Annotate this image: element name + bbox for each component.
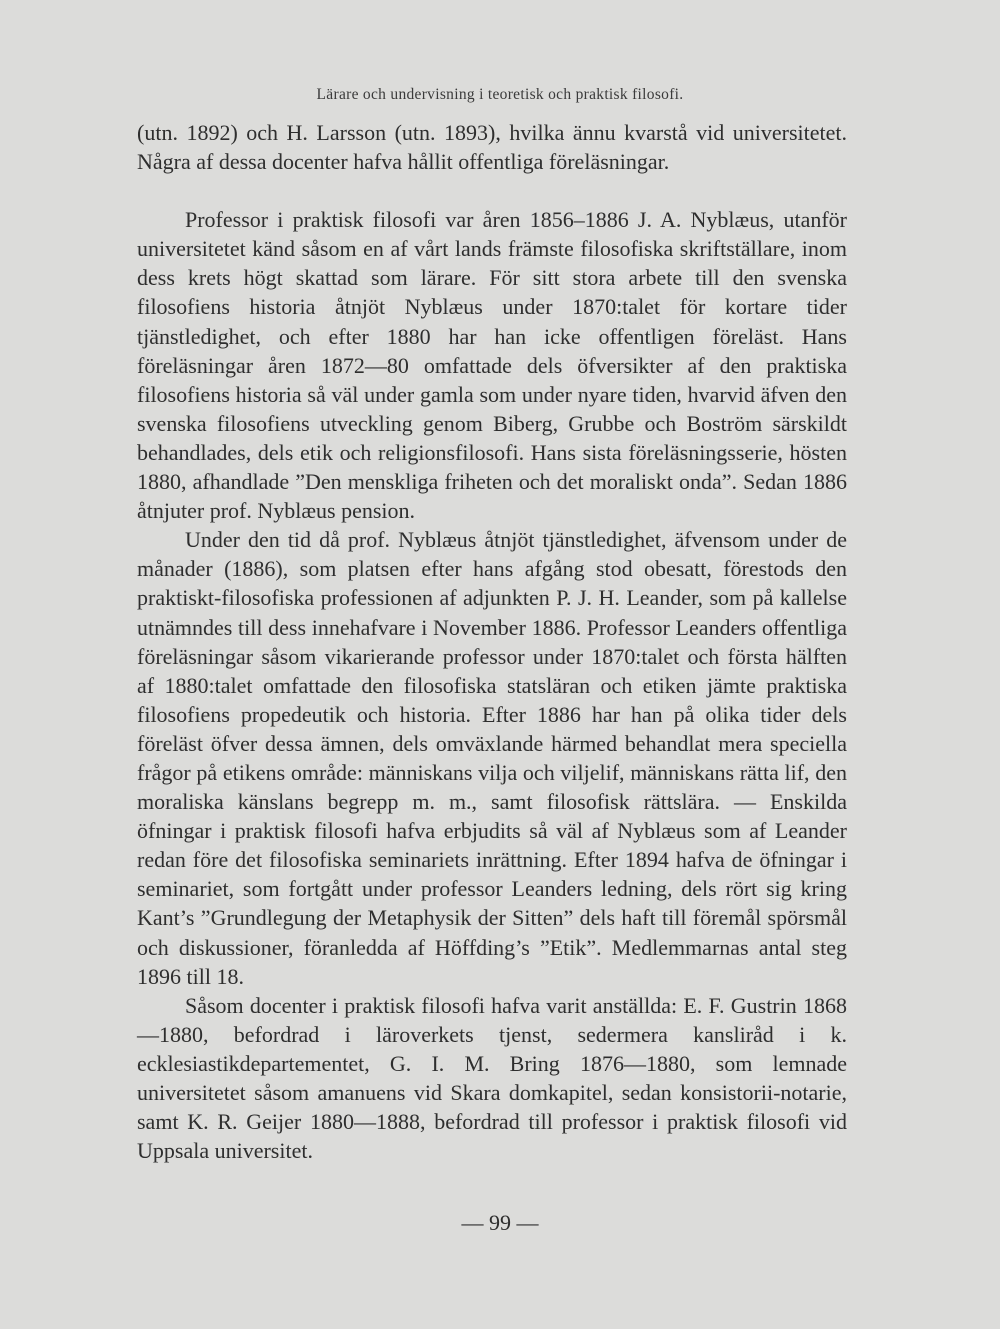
paragraph-continuation: (utn. 1892) och H. Larsson (utn. 1893), hvilka ännu kvarstå vid universitetet. Några af dessa docenter hafva hållit offentliga föreläsningar. [137,120,847,175]
paragraph-nyblaeus: Professor i praktisk filosofi var åren 1856–1886 J. A. Nyblæus, utanför universitetet känd såsom en af vårt lands främste filosofiska skriftställare, inom dess krets högt skattad som lärare. För sitt stora arbete till den svenska filosofiens historia åtnjöt Nyblæus under 1870:talet för kortare tider tjänstledighet, och efter 1880 har han icke offentligen föreläst. Hans föreläsningar åren 1872—80 omfattade dels öfversikter af den praktiska filosofiens historia så väl under gamla som under nyare tiden, hvarvid äfven den svenska filosofiens utveckling genom Biberg, Grubbe och Boström särskildt behandlades, dels etik och religionsfilosofi. Hans sista föreläsningsserie, hösten 1880, afhandlade ”Den menskliga friheten och det moraliskt onda”. Sedan 1886 åtnjuter prof. Nyblæus pension. [137,207,847,524]
paragraph-leander: Under den tid då prof. Nyblæus åtnjöt tjänstledighet, äfvensom under de månader (1886), som platsen efter hans afgång stod obesatt, förestods den praktiskt-filosofiska professionen af adjunkten P. J. H. Leander, som på kallelse utnämndes till dess innehafvare i November 1886. Professor Leanders offentliga föreläsningar såsom vikarierande professor under 1870:talet och första hälften af 1880:talet omfattade den filosofiska statsläran och etiken jämte praktiska filosofiens propedeutik och historia. Efter 1886 har han på olika tider dels föreläst öfver dessa ämnen, dels omväxlande härmed behandlat mera speciella frågor på etikens område: människans vilja och viljelif, människans rätta lif, den moraliska känslans begrepp m. m., samt filosofisk rättslära. — Enskilda öfningar i praktisk filosofi hafva erbjudits så väl af Nyblæus som af Leander redan före det filosofiska seminariets inrättning. Efter 1894 hafva de öfningar i seminariet, som fortgått under professor Leanders ledning, dels rört sig kring Kant’s ”Grundlegung der Metaphysik der Sitten” dels haft till föremål spörsmål och diskussioner, föranledda af Höffding’s ”Etik”. Medlemmarnas antal steg 1896 till 18. [137,527,847,989]
main-text [137,118,847,1165]
page-number: — 99 — [461,1210,539,1235]
paragraph-docenter: Såsom docenter i praktisk filosofi hafva varit anställda: E. F. Gustrin 1868—1880, befordrad i läroverkets tjenst, sedermera kansliråd i k. ecklesiastikdepartementet, G. I. M. Bring 1876—1880, som lemnade universitetet såsom amanuens vid Skara domkapitel, sedan konsistorii-notarie, samt K. R. Geijer 1880—1888, befordrad till professor i praktisk filosofi vid Uppsala universitet. [137,992,847,1164]
running-header: Lärare och undervisning i teoretisk och praktisk filosofi. [316,86,684,103]
paragraph-spacer [137,176,847,205]
